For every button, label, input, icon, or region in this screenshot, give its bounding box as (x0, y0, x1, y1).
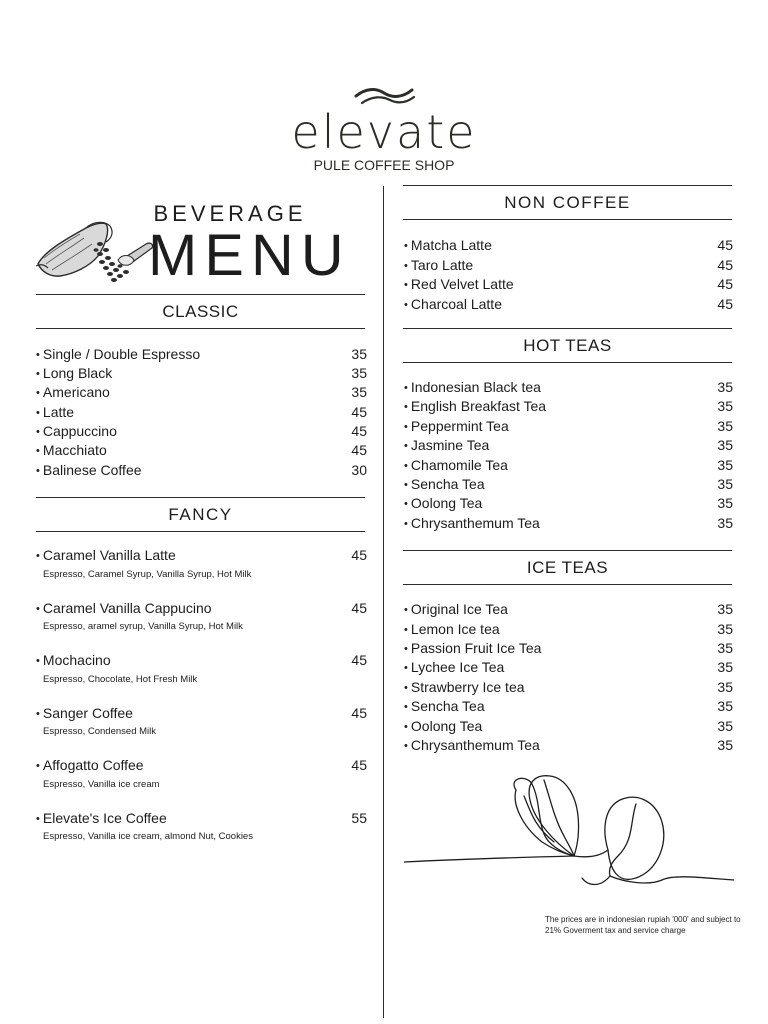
menu-item-name: • Americano (36, 383, 110, 403)
menu-item-price: 30 (351, 462, 367, 478)
menu-title-line2: MENU (148, 223, 351, 288)
menu-item-name: • Original Ice Tea (404, 600, 508, 620)
menu-item-price: 45 (351, 652, 367, 668)
menu-item-price: 35 (717, 659, 733, 675)
menu-item-price: 45 (351, 705, 367, 721)
menu-item-price: 45 (351, 404, 367, 420)
menu-item-price: 35 (717, 457, 733, 473)
menu-item-name: • Affogatto Coffee (36, 756, 144, 776)
menu-item (404, 436, 733, 456)
menu-item-price: 45 (351, 547, 367, 563)
menu-item-name: • Latte (36, 403, 74, 423)
menu-item-name: • Lychee Ice Tea (404, 658, 504, 678)
menu-item-name: • Chamomile Tea (404, 456, 508, 476)
menu-item (36, 651, 367, 671)
menu-item (404, 697, 733, 717)
menu-item (404, 275, 733, 295)
menu-item-price: 45 (351, 423, 367, 439)
menu-item-price: 35 (717, 640, 733, 656)
menu-item (404, 639, 733, 659)
menu-item-name: • Macchiato (36, 441, 107, 461)
menu-item (36, 546, 367, 566)
menu-item-price: 45 (351, 600, 367, 616)
section-heading-classic (36, 294, 365, 329)
menu-item (36, 704, 367, 724)
menu-item-name: • Caramel Vanilla Cappucino (36, 599, 212, 619)
menu-item-price: 35 (717, 601, 733, 617)
menu-item-name: • Chrysanthemum Tea (404, 514, 540, 534)
menu-item-price: 35 (351, 365, 367, 381)
section-heading-label: HOT TEAS (523, 335, 612, 355)
menu-item-name: • Long Black (36, 364, 112, 384)
menu-item (404, 658, 733, 678)
menu-item-price: 35 (717, 515, 733, 531)
menu-item-price: 35 (717, 621, 733, 637)
menu-item-name: • Elevate's Ice Coffee (36, 809, 167, 829)
menu-item-price: 35 (717, 398, 733, 414)
section-heading-label: ICE TEAS (526, 557, 609, 577)
menu-item (404, 378, 733, 398)
menu-item-price: 45 (351, 757, 367, 773)
menu-item-name: • Cappuccino (36, 422, 117, 442)
menu-item (36, 345, 367, 365)
menu-item-price: 35 (717, 718, 733, 734)
menu-item (404, 736, 733, 756)
menu-item (36, 809, 367, 829)
menu-item (36, 383, 367, 403)
menu-item-name: • English Breakfast Tea (404, 397, 546, 417)
menu-item (404, 717, 733, 737)
menu-item-name: • Matcha Latte (404, 236, 492, 256)
section-heading-label: CLASSIC (162, 301, 239, 321)
menu-item-name: • Red Velvet Latte (404, 275, 514, 295)
section-heading-label: NON COFFEE (504, 192, 631, 212)
coffee-bean-sack-icon (34, 214, 156, 288)
menu-item-price: 55 (351, 810, 367, 826)
menu-item-name: • Caramel Vanilla Latte (36, 546, 176, 566)
brand-name: elevate (291, 105, 477, 159)
menu-item-price: 45 (351, 442, 367, 458)
menu-item (404, 475, 733, 495)
menu-item-price: 35 (717, 418, 733, 434)
menu-item-price: 35 (717, 495, 733, 511)
menu-item-price: 35 (351, 384, 367, 400)
section-heading-label: FANCY (168, 504, 233, 524)
menu-item (404, 620, 733, 640)
menu-item (404, 456, 733, 476)
menu-item-price: 35 (351, 346, 367, 362)
menu-item-name: • Mochacino (36, 651, 111, 671)
menu-item-description: Espresso, aramel syrup, Vanilla Syrup, Hot Milk (43, 621, 243, 632)
menu-item (404, 236, 733, 256)
menu-item (404, 417, 733, 437)
menu-item-price: 35 (717, 476, 733, 492)
menu-item-description: Espresso, Condensed Milk (43, 726, 156, 737)
coffee-beans-line-art-icon (404, 770, 734, 890)
brand-subtitle: PULE COFFEE SHOP (313, 157, 455, 173)
menu-item-price: 45 (717, 276, 733, 292)
menu-item-name: • Lemon Ice tea (404, 620, 500, 640)
menu-item-price: 35 (717, 379, 733, 395)
menu-item-name: • Taro Latte (404, 256, 473, 276)
menu-item (36, 422, 367, 442)
menu-item-price: 45 (717, 257, 733, 273)
section-heading-hot-teas (403, 328, 732, 363)
menu-item-name: • Indonesian Black tea (404, 378, 541, 398)
menu-item (404, 514, 733, 534)
menu-item (404, 494, 733, 514)
menu-item-name: • Chrysanthemum Tea (404, 736, 540, 756)
menu-title-line1: BEVERAGE (153, 201, 307, 226)
menu-item-name: • Strawberry Ice tea (404, 678, 525, 698)
menu-item (36, 461, 367, 481)
menu-item-name: • Balinese Coffee (36, 461, 142, 481)
column-divider (383, 186, 384, 1018)
menu-item-description: Espresso, Caramel Syrup, Vanilla Syrup, Hot Milk (43, 569, 252, 580)
menu-item-name: • Peppermint Tea (404, 417, 509, 437)
menu-item-name: • Passion Fruit Ice Tea (404, 639, 541, 659)
menu-item-price: 45 (717, 237, 733, 253)
menu-item (404, 397, 733, 417)
menu-item-description: Espresso, Vanilla ice cream (43, 779, 160, 790)
menu-item (36, 441, 367, 461)
menu-item-price: 35 (717, 737, 733, 753)
menu-item-description: Espresso, Chocolate, Hot Fresh Milk (43, 674, 198, 685)
menu-item-name: • Sanger Coffee (36, 704, 133, 724)
menu-item (404, 295, 733, 315)
footer-price-note: The prices are in indonesian rupiah '000' and subject to 21% Goverment tax and service charge (545, 915, 741, 935)
menu-item-name: • Oolong Tea (404, 494, 482, 514)
section-heading-non-coffee (403, 185, 732, 220)
menu-item (404, 600, 733, 620)
menu-item (404, 256, 733, 276)
menu-item-price: 35 (717, 679, 733, 695)
menu-item-name: • Charcoal Latte (404, 295, 502, 315)
menu-item-price: 35 (717, 437, 733, 453)
brand-wave-logo-icon (352, 84, 416, 106)
menu-item-price: 35 (717, 698, 733, 714)
menu-item-name: • Jasmine Tea (404, 436, 489, 456)
menu-item-name: • Sencha Tea (404, 697, 485, 717)
menu-item (404, 678, 733, 698)
menu-item (36, 599, 367, 619)
menu-item-price: 45 (717, 296, 733, 312)
menu-item-name: • Single / Double Espresso (36, 345, 200, 365)
menu-item (36, 364, 367, 384)
menu-item (36, 756, 367, 776)
section-heading-fancy (36, 497, 365, 532)
section-heading-ice-teas (403, 550, 732, 585)
menu-item-description: Espresso, Vanilla ice cream, almond Nut, Cookies (43, 831, 253, 842)
menu-item-name: • Oolong Tea (404, 717, 482, 737)
menu-item (36, 403, 367, 423)
menu-item-name: • Sencha Tea (404, 475, 485, 495)
